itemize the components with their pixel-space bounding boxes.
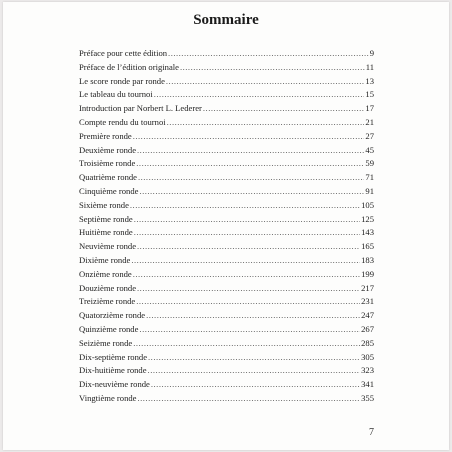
dot-leader bbox=[138, 172, 364, 182]
toc-entry-page: 21 bbox=[365, 116, 374, 127]
table-of-contents bbox=[79, 48, 374, 407]
toc-entry-page: 125 bbox=[361, 213, 374, 224]
toc-entry bbox=[79, 338, 374, 352]
toc-entry-title: Vingtième ronde bbox=[79, 392, 137, 403]
toc-entry-page: 143 bbox=[361, 227, 374, 238]
toc-entry-page: 71 bbox=[365, 172, 374, 183]
dot-leader bbox=[151, 379, 360, 389]
dot-leader bbox=[136, 296, 360, 306]
toc-entry-page: 11 bbox=[365, 61, 374, 72]
toc-entry bbox=[79, 214, 374, 228]
toc-entry-page: 285 bbox=[361, 337, 374, 348]
dot-leader bbox=[137, 283, 360, 293]
toc-entry-title: Préface de l’édition originale bbox=[79, 61, 179, 72]
toc-entry bbox=[79, 324, 374, 338]
toc-entry bbox=[79, 241, 374, 255]
dot-leader bbox=[180, 62, 365, 72]
dot-leader bbox=[137, 393, 360, 403]
toc-entry-title: Préface pour cette édition bbox=[79, 48, 168, 58]
toc-entry-title: Quinzième ronde bbox=[79, 323, 139, 334]
toc-entry-page: 105 bbox=[361, 199, 374, 210]
toc-entry bbox=[79, 145, 374, 159]
toc-entry bbox=[79, 379, 374, 393]
toc-entry-title: Dixième ronde bbox=[79, 254, 131, 265]
toc-entry bbox=[79, 48, 374, 62]
toc-entry-title: Le tableau du tournoi bbox=[79, 89, 153, 100]
toc-entry-page: 231 bbox=[361, 296, 374, 307]
dot-leader bbox=[134, 227, 360, 237]
toc-entry-page: 323 bbox=[361, 365, 374, 376]
dot-leader bbox=[133, 338, 360, 348]
toc-entry-page: 305 bbox=[361, 351, 374, 362]
dot-leader bbox=[136, 158, 364, 168]
toc-entry-page: 247 bbox=[361, 310, 374, 321]
book-page bbox=[3, 2, 449, 450]
toc-entry bbox=[79, 269, 374, 283]
toc-entry-page: 165 bbox=[361, 241, 374, 252]
toc-entry-title: Douzième ronde bbox=[79, 282, 137, 293]
page-title: Sommaire bbox=[193, 12, 259, 28]
toc-entry-title: Quatorzième ronde bbox=[79, 310, 146, 321]
toc-entry bbox=[79, 186, 374, 200]
toc-entry-page: 27 bbox=[365, 130, 374, 141]
toc-entry bbox=[79, 103, 374, 117]
dot-leader bbox=[133, 269, 360, 279]
dot-leader bbox=[167, 117, 365, 127]
toc-entry bbox=[79, 255, 374, 269]
page-number: 7 bbox=[369, 427, 374, 438]
dot-leader bbox=[139, 324, 360, 334]
toc-entry bbox=[79, 227, 374, 241]
toc-entry-title: Seizième ronde bbox=[79, 337, 133, 348]
dot-leader bbox=[139, 186, 364, 196]
dot-leader bbox=[131, 255, 360, 265]
dot-leader bbox=[148, 365, 361, 375]
toc-entry-title: Septième ronde bbox=[79, 213, 133, 224]
toc-entry-title: Huitième ronde bbox=[79, 227, 133, 238]
toc-entry-page: 13 bbox=[365, 75, 374, 86]
toc-entry bbox=[79, 365, 374, 379]
toc-entry bbox=[79, 172, 374, 186]
toc-entry-page: 267 bbox=[361, 323, 374, 334]
toc-entry-title: Dix-huitième ronde bbox=[79, 365, 147, 376]
toc-entry-title: Neuvième ronde bbox=[79, 241, 137, 252]
toc-entry-title: Sixième ronde bbox=[79, 199, 129, 210]
toc-entry bbox=[79, 352, 374, 366]
toc-entry bbox=[79, 200, 374, 214]
toc-entry-page: 91 bbox=[365, 185, 374, 196]
dot-leader bbox=[203, 103, 365, 113]
toc-entry-title: Treizième ronde bbox=[79, 296, 136, 307]
toc-entry bbox=[79, 158, 374, 172]
toc-entry-page: 355 bbox=[361, 392, 374, 403]
toc-entry-title: Compte rendu du tournoi bbox=[79, 116, 166, 127]
dot-leader bbox=[168, 48, 369, 58]
toc-entry-page: 59 bbox=[365, 158, 374, 169]
toc-entry-page: 45 bbox=[365, 144, 374, 155]
toc-entry bbox=[79, 131, 374, 145]
toc-entry-title: Introduction par Norbert L. Lederer bbox=[79, 103, 202, 114]
toc-entry bbox=[79, 89, 374, 103]
toc-entry-title: Dix-neuvième ronde bbox=[79, 379, 150, 390]
toc-entry bbox=[79, 393, 374, 407]
toc-entry-page: 15 bbox=[365, 89, 374, 100]
toc-entry-page: 183 bbox=[361, 254, 374, 265]
toc-entry-page: 17 bbox=[365, 103, 374, 114]
toc-entry-title: Quatrième ronde bbox=[79, 172, 137, 183]
toc-entry bbox=[79, 76, 374, 90]
toc-entry bbox=[79, 296, 374, 310]
dot-leader bbox=[146, 310, 360, 320]
toc-entry bbox=[79, 310, 374, 324]
dot-leader bbox=[137, 145, 364, 155]
toc-entry bbox=[79, 117, 374, 131]
toc-entry-title: Onzième ronde bbox=[79, 268, 132, 279]
dot-leader bbox=[148, 352, 360, 362]
toc-entry-page: 9 bbox=[369, 48, 374, 58]
dot-leader bbox=[137, 241, 360, 251]
toc-entry-page: 199 bbox=[361, 268, 374, 279]
dot-leader bbox=[134, 214, 360, 224]
dot-leader bbox=[166, 76, 365, 86]
dot-leader bbox=[154, 89, 365, 99]
toc-entry-title: Dix-septième ronde bbox=[79, 351, 148, 362]
toc-entry-title: Troisième ronde bbox=[79, 158, 136, 169]
toc-entry-title: Cinquième ronde bbox=[79, 185, 139, 196]
toc-entry-page: 341 bbox=[361, 379, 374, 390]
toc-entry-title: Le score ronde par ronde bbox=[79, 75, 165, 86]
dot-leader bbox=[130, 200, 360, 210]
toc-entry bbox=[79, 62, 374, 76]
toc-entry bbox=[79, 283, 374, 297]
toc-entry-title: Première ronde bbox=[79, 130, 132, 141]
toc-entry-page: 217 bbox=[361, 282, 374, 293]
dot-leader bbox=[133, 131, 365, 141]
toc-entry-title: Deuxième ronde bbox=[79, 144, 137, 155]
